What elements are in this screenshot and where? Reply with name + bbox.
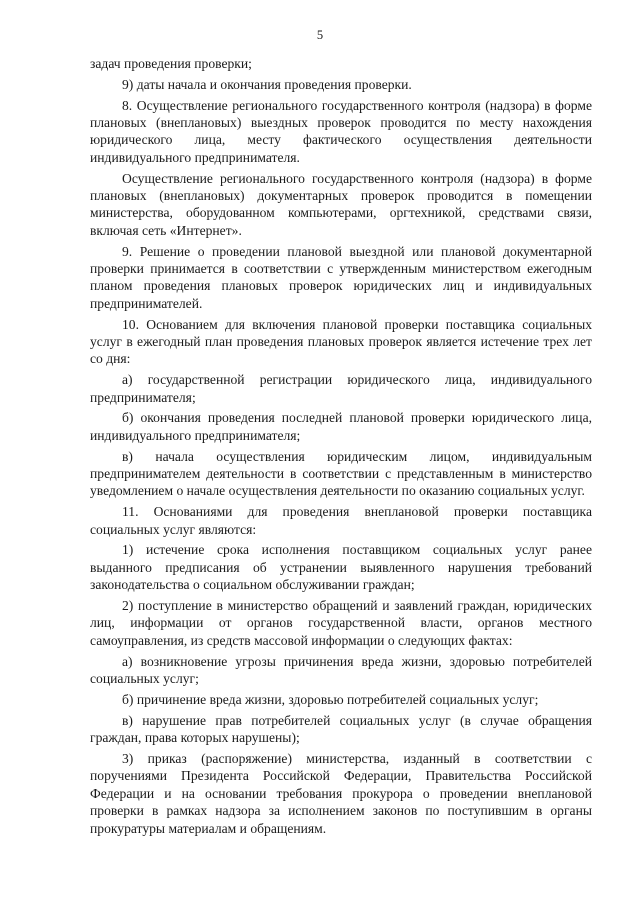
paragraph: а) возникновение угрозы причинения вреда жизни, здоровью потребителей социальных услуг; [90,653,592,687]
paragraph: 11. Основаниями для проведения внеплановой проверки поставщика социальных услуг являются: [90,504,592,537]
paragraph: задач проведения проверки; [90,56,252,71]
paragraph: а) государственной регистрации юридического лица, индивидуального предпринимателя; [90,372,592,405]
paragraph: б) окончания проведения последней плановой проверки юридического лица, индивидуального предпринимателя; [90,410,592,443]
paragraph: 9. Решение о проведении плановой выездной или плановой документарной проверки принимается в соответствии с утвержденным министерством ежегодным планом проведения плановых проверок юридических лиц и индивидуальных предпринимателей. [90,243,592,311]
document-body [90,55,592,840]
paragraph: в) нарушение прав потребителей социальных услуг (в случае обращения граждан, права которых нарушены); [90,712,592,746]
paragraph: Осуществление регионального государственного контроля (надзора) в форме плановых (внеплановых) документарных проверок проводится в помещении министерства, оборудованном компьютерами, оргтехникой, средствами связи, включая сеть «Интернет». [90,170,592,238]
paragraph: б) причинение вреда жизни, здоровью потребителей социальных услуг; [122,691,539,707]
paragraph: 2) поступление в министерство обращений и заявлений граждан, юридических лиц, информации от органов государственной власти, органов местного самоуправления, из средств массовой информации о следующих фактах: [90,598,592,648]
paragraph: 9) даты начала и окончания проведения проверки. [122,76,412,92]
paragraph: 1) истечение срока исполнения поставщиком социальных услуг ранее выданного предписания об устранении выявленного нарушения требований законодательства о социальном обслуживании граждан; [90,542,592,593]
page-number: 5 [316,28,324,42]
paragraph: 8. Осуществление регионального государственного контроля (надзора) в форме плановых (внеплановых) выездных проверок проводится по месту нахождения юридического лица, месту фактического осуществления деятельности индивидуального предпринимателя. [90,97,592,165]
paragraph: 10. Основанием для включения плановой проверки поставщика социальных услуг в ежегодный план проведения плановых проверок является истечение трех лет со дня: [90,316,592,367]
paragraph: в) начала осуществления юридическим лицом, индивидуальным предпринимателем деятельности в соответствии с представленным в министерство уведомлением о начале осуществления деятельности по оказанию социальных услуг. [90,448,592,499]
paragraph: 3) приказ (распоряжение) министерства, изданный в соответствии с поручениями Президента Российской Федерации, Правительства Российской Федерации и на основании требования прокурора о проведении внеплановой проверки в рамках надзора за исполнением законов по поступившим в органы прокуратуры материалам и обращениям. [90,750,592,836]
